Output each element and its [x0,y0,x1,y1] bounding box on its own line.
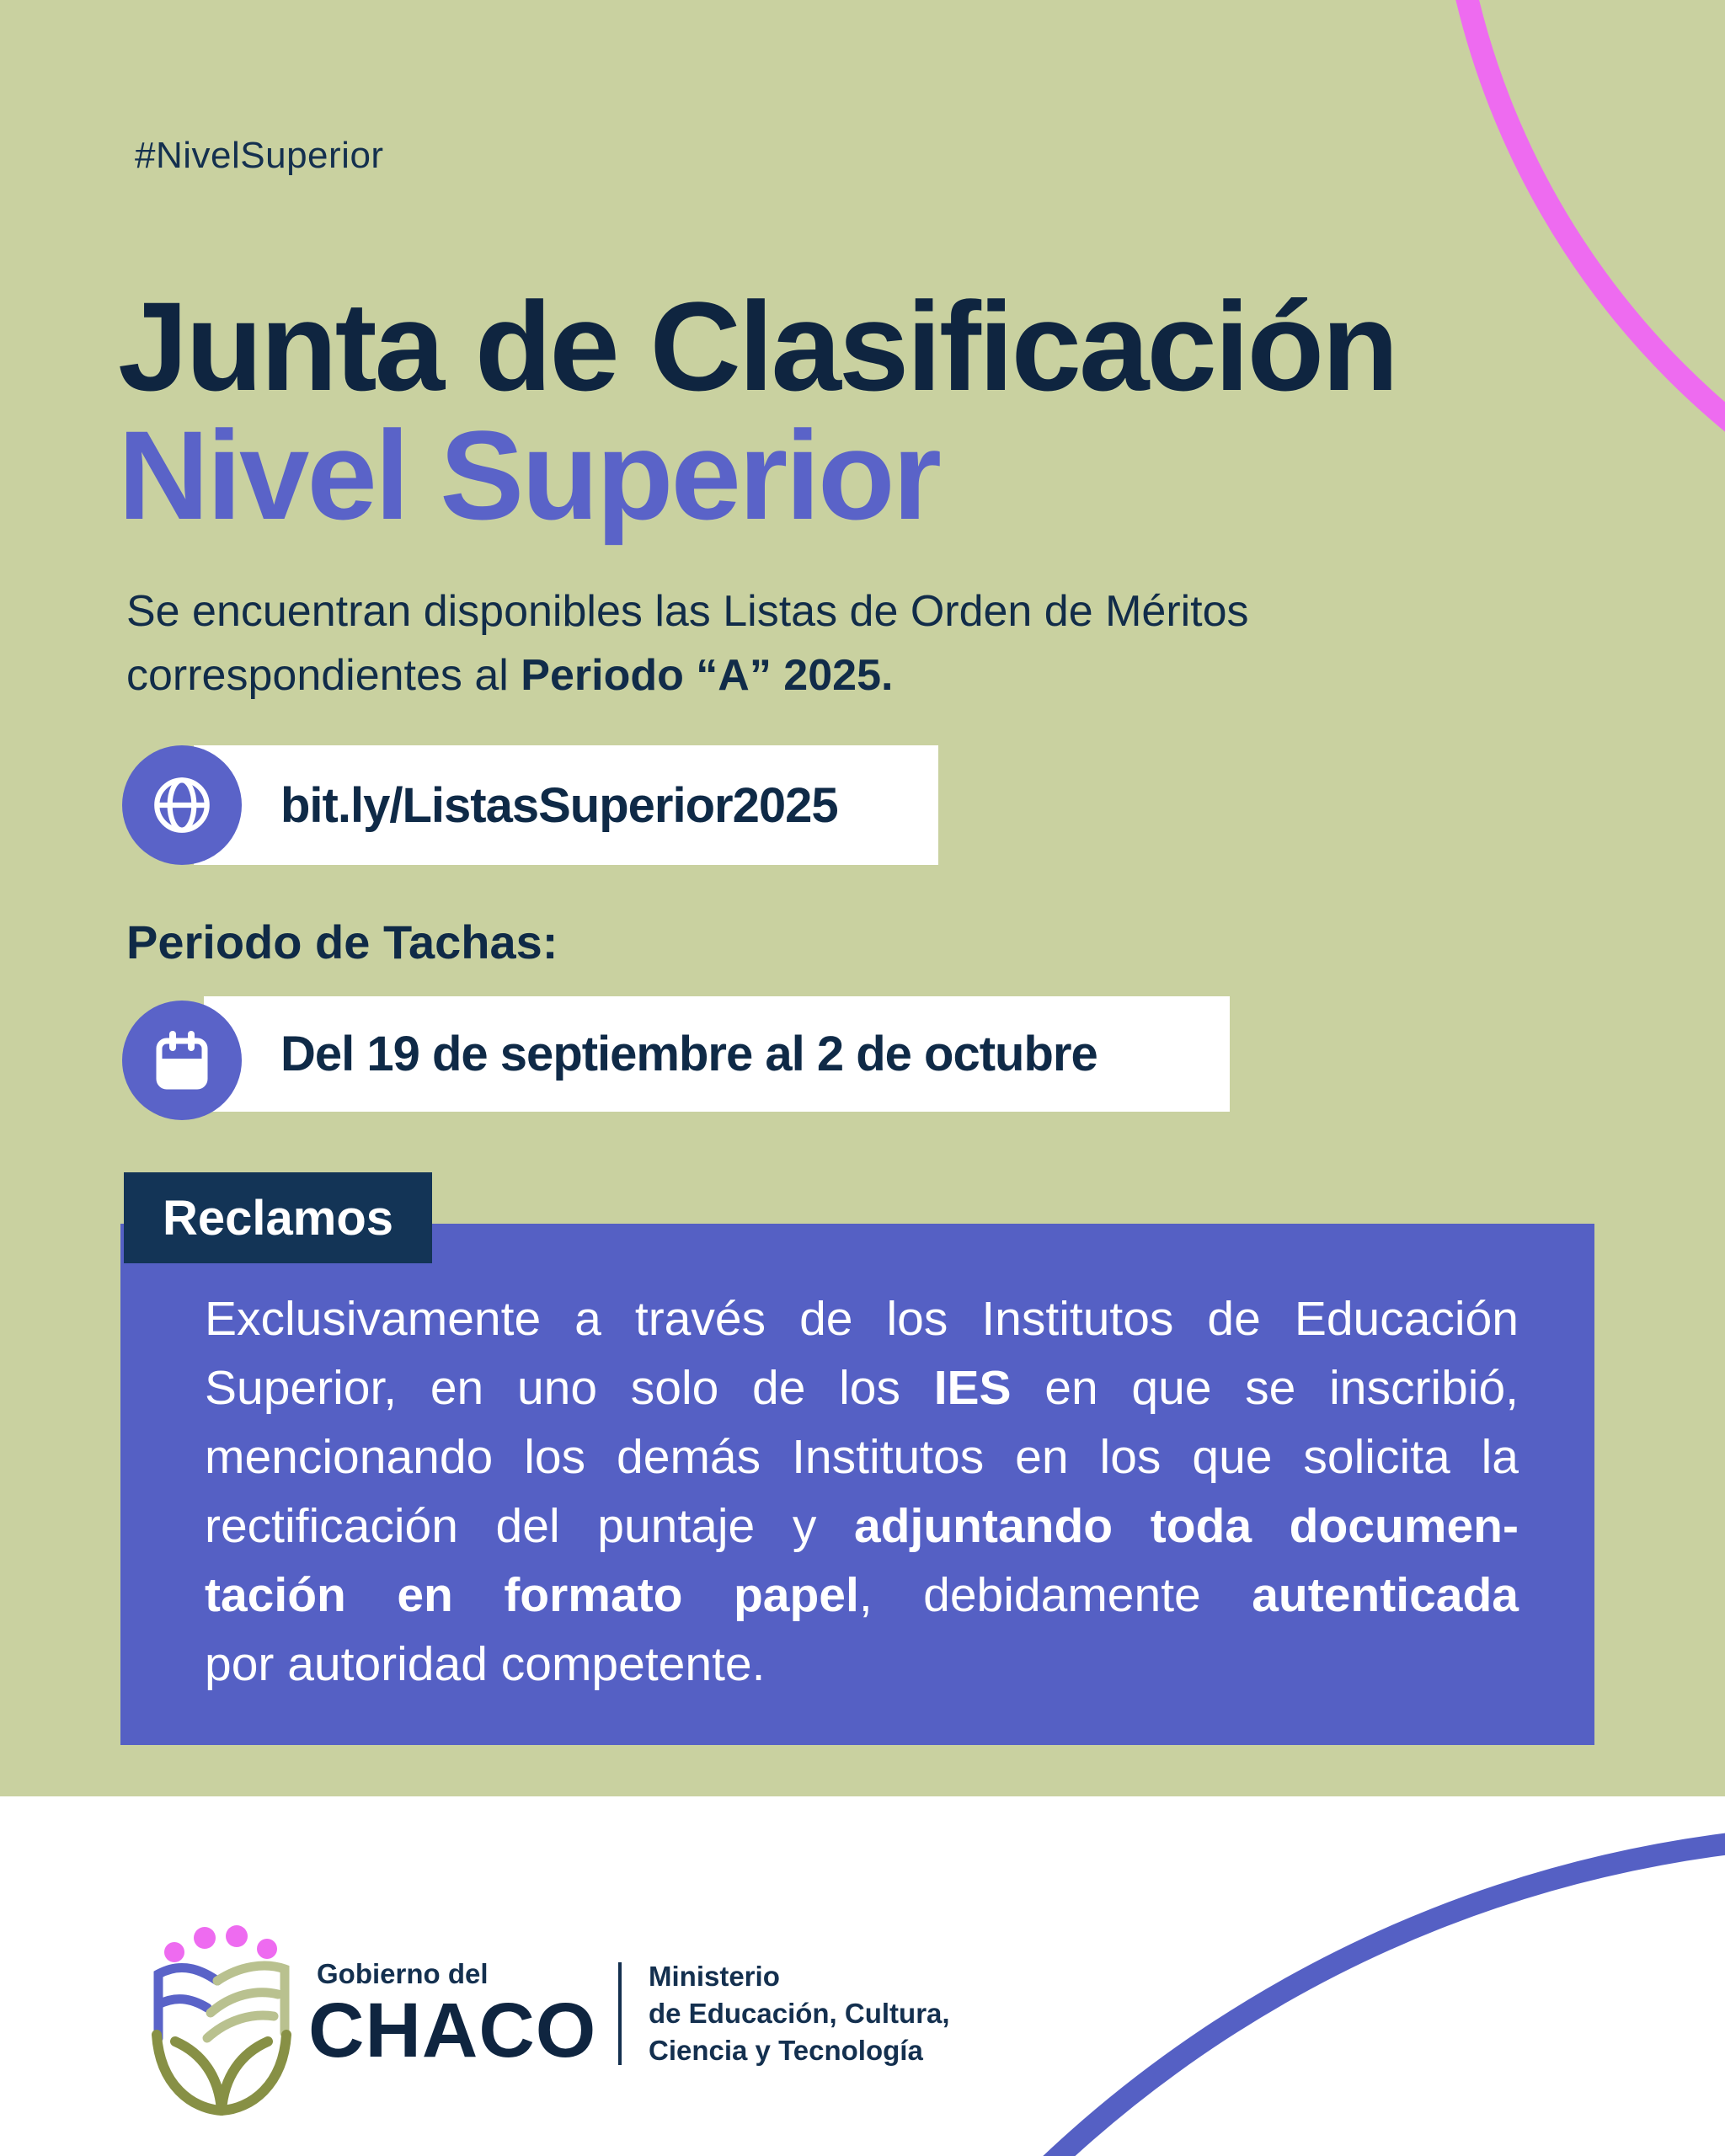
reclamos-badge-label: Reclamos [162,1190,394,1246]
chaco-wordmark: CHACO [308,1988,597,2073]
date-pill-circle [122,1001,242,1120]
logo-dot [194,1927,216,1949]
ministry-name: Ministerio de Educación, Cultura, Ciencia y Tecnología [649,1961,950,2066]
calendar-icon [148,1027,216,1094]
globe-icon [147,771,216,840]
gobierno-del-label: Gobierno del [317,1958,489,1989]
logo-dot [257,1939,277,1959]
link-pill[interactable] [194,745,938,865]
hashtag: #NivelSuperior [135,135,384,176]
link-pill-circle [122,745,242,865]
link-url[interactable]: bit.ly/ListasSuperior2025 [280,777,838,833]
chaco-logo [143,1920,328,2122]
reclamos-badge [124,1172,432,1263]
logo-dot [226,1925,248,1947]
footer-divider [618,1962,622,2065]
pink-arc [1445,0,1725,603]
date-pill [204,996,1230,1112]
page-title-line2: Nivel Superior [118,404,939,546]
reclamos-block: Exclusivamente a través de los Institutos de Educación Superior, en uno solo de los IES en que se inscribió, mencionando los demás Institutos en los que solicita la rectificación del puntaje y adjuntando toda documen- tación en formato papel, debidamente autenticada por autoridad competente. [120,1224,1594,1745]
page-title-line1: Junta de Clasificación [118,275,1397,417]
intro-paragraph: Se encuentran disponibles las Listas de Orden de Méritos correspondientes al Periodo “A” 2025. [126,587,1249,700]
tachas-heading: Periodo de Tachas: [126,915,558,969]
logo-book [157,1966,286,2111]
logo-dot [164,1942,184,1962]
date-range: Del 19 de septiembre al 2 de octubre [280,1027,1097,1081]
